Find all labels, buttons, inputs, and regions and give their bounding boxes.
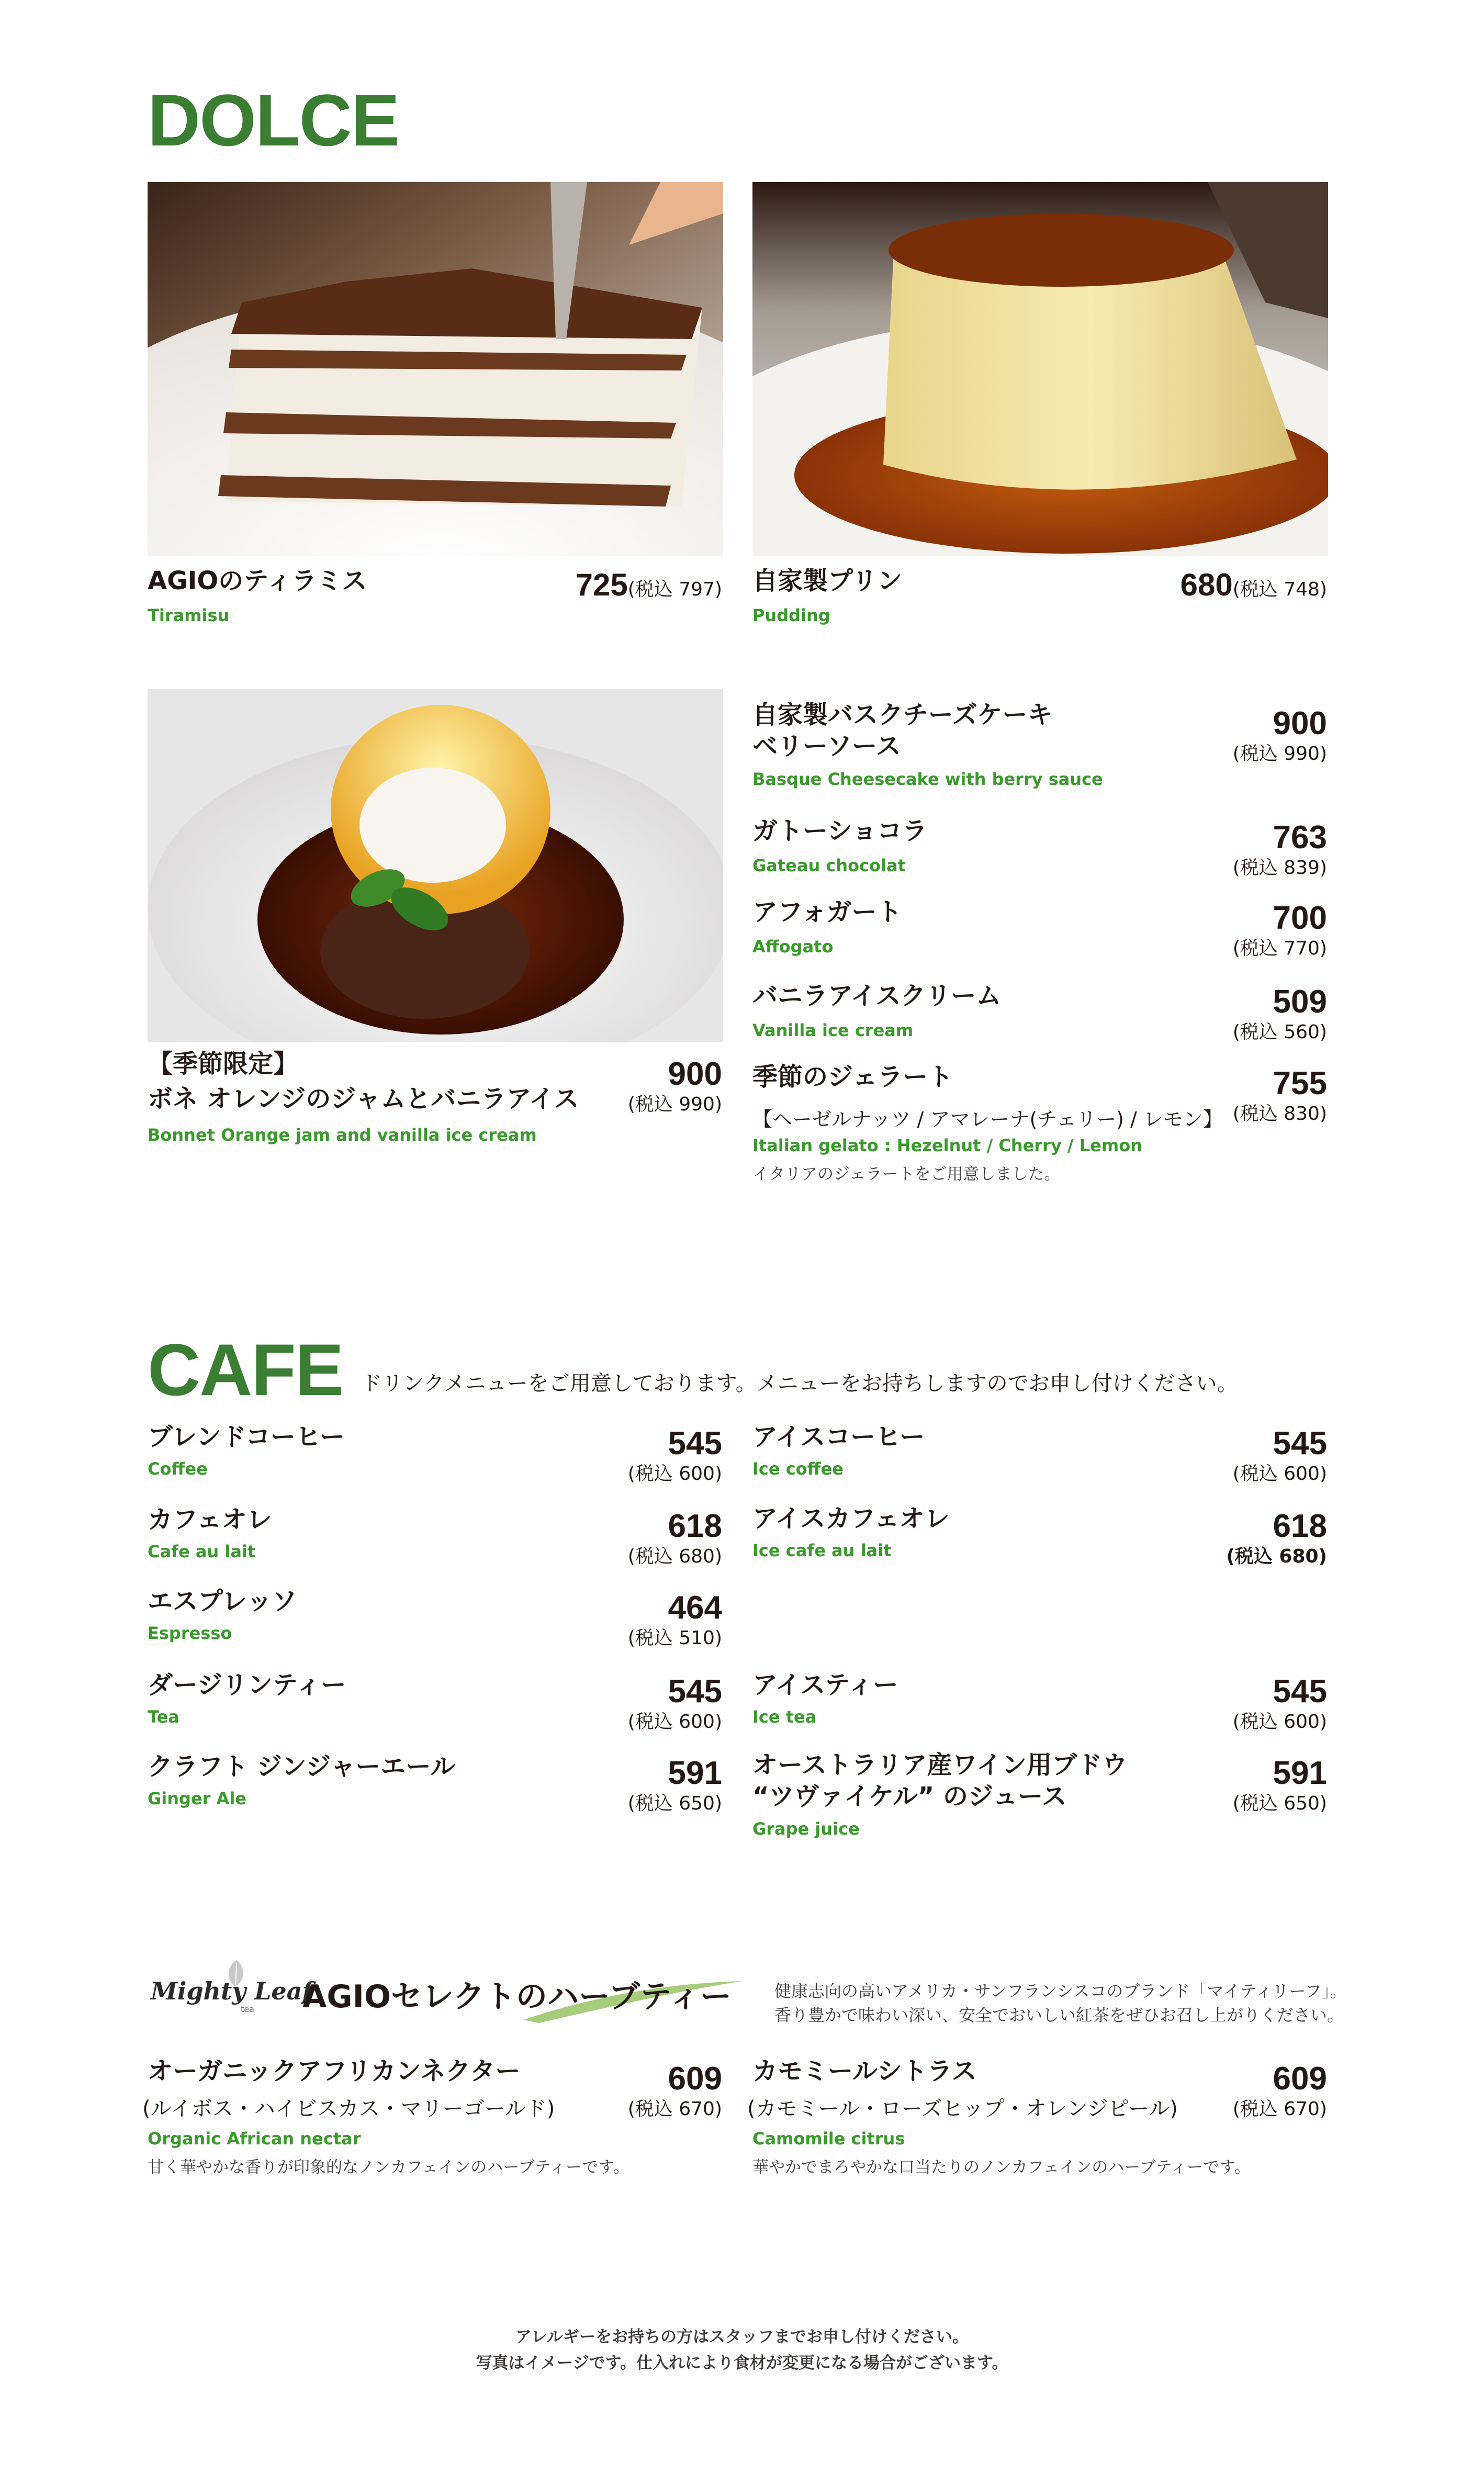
cafe-right-name-3b: “ツヴァイケル” のジュース <box>752 1782 1067 1811</box>
herb-tax-1: (税込 670) <box>1232 2098 1327 2120</box>
cafe-left-name-2: エスプレッソ <box>148 1587 297 1616</box>
herb-tax-0: (税込 670) <box>627 2098 722 2120</box>
gelato-price: 755 <box>1273 1065 1327 1101</box>
herb-en-1: Camomile citrus <box>752 2129 905 2149</box>
cafe-left-tax-4: (税込 650) <box>627 1793 722 1814</box>
tiramisu-name: AGIOのティラミス <box>148 566 367 595</box>
cafe-right-en-0: Ice coffee <box>752 1459 844 1479</box>
gateau-name-en: Gateau chocolat <box>752 856 906 875</box>
cafe-title: CAFE <box>148 1329 343 1411</box>
tiramisu-name-en: Tiramisu <box>148 605 230 625</box>
cafe-right-price-2: 545 <box>1273 1673 1327 1710</box>
cafe-left-name-0: ブレンドコーヒー <box>148 1422 345 1452</box>
gelato-tax: (税込 830) <box>1232 1103 1327 1125</box>
tiramisu-photo <box>148 182 723 556</box>
vanilla-name-en: Vanilla ice cream <box>752 1020 914 1040</box>
seasonal-name: ボネ オレンジのジャムとバニラアイス <box>148 1084 579 1114</box>
affogato-name-en: Affogato <box>752 937 834 957</box>
tiramisu-price: 725 <box>575 567 628 602</box>
tiramisu-price-group <box>523 569 722 601</box>
herb-sub-0: (ルイボス・ハイビスカス・マリーゴールド) <box>142 2097 555 2121</box>
cafe-left-name-3: ダージリンティー <box>148 1670 346 1700</box>
footer-photo-note: 写真はイメージです。仕入れにより食材が変更になる場合がございます。 <box>476 2354 1008 2373</box>
vanilla-tax: (税込 560) <box>1232 1021 1327 1043</box>
herb-price-0: 609 <box>668 2061 722 2097</box>
seasonal-name-en: Bonnet Orange jam and vanilla ice cream <box>148 1125 537 1145</box>
cafe-left-en-0: Coffee <box>148 1459 208 1479</box>
cafe-right-price-3: 591 <box>1273 1755 1327 1791</box>
cafe-left-en-3: Tea <box>148 1707 179 1727</box>
mighty-leaf-word: Mighty Leaf <box>151 1977 313 2005</box>
herb-sub-1: (カモミール・ローズヒップ・オレンジピール) <box>747 2097 1178 2121</box>
herb-en-0: Organic African nectar <box>148 2129 361 2149</box>
seasonal-photo <box>148 689 723 1042</box>
cafe-left-tax-1: (税込 680) <box>627 1546 722 1567</box>
footer-allergy: アレルギーをお持ちの方はスタッフまでお申し付けください。 <box>515 2328 969 2346</box>
cafe-left-price-0: 545 <box>668 1425 722 1462</box>
cafe-left-en-1: Cafe au lait <box>148 1542 256 1561</box>
cafe-left-en-4: Ginger Ale <box>148 1789 246 1808</box>
cafe-left-tax-3: (税込 600) <box>627 1711 722 1733</box>
gelato-name-en: Italian gelato : Hezelnut / Cherry / Lemon <box>752 1136 1142 1155</box>
cafe-left-price-4: 591 <box>668 1755 722 1791</box>
affogato-tax: (税込 770) <box>1232 938 1327 959</box>
herb-note-1: 華やかでまろやかな口当たりのノンカフェインのハーブティーです。 <box>752 2158 1251 2177</box>
seasonal-tax: (税込 990) <box>627 1094 722 1115</box>
cafe-left-price-2: 464 <box>668 1590 722 1626</box>
cafe-right-tax-2: (税込 600) <box>1232 1711 1327 1733</box>
cafe-left-en-2: Espresso <box>148 1623 232 1643</box>
cafe-right-price-1: 618 <box>1273 1508 1327 1544</box>
herb-name-1: カモミールシトラス <box>752 2056 977 2086</box>
cafe-intro: ドリンクメニューをご用意しております。メニューをお持ちしますのでお申し付けください。 <box>361 1372 1238 1396</box>
affogato-name: アフォガート <box>752 897 902 927</box>
basque-price: 900 <box>1273 705 1327 741</box>
cafe-right-name-1: アイスカフェオレ <box>752 1504 950 1533</box>
gelato-note: イタリアのジェラートをご用意しました。 <box>752 1165 1061 1184</box>
gelato-name: 季節のジェラート <box>752 1062 953 1092</box>
herb-desc-1: 健康志向の高いアメリカ・サンフランシスコのブランド「マイティリーフ」。 <box>774 1981 1347 2001</box>
basque-name-en: Basque Cheesecake with berry sauce <box>752 769 1103 789</box>
pudding-name: 自家製プリン <box>752 566 903 595</box>
vanilla-name: バニラアイスクリーム <box>752 981 1002 1010</box>
gateau-tax: (税込 839) <box>1232 857 1327 879</box>
cafe-left-tax-2: (税込 510) <box>627 1627 722 1649</box>
gateau-name: ガトーショコラ <box>752 816 928 846</box>
seasonal-price: 900 <box>668 1056 722 1092</box>
pudding-price: 680 <box>1180 567 1233 602</box>
herb-name-0: オーガニックアフリカンネクター <box>148 2056 521 2086</box>
basque-name-2: ベリーソース <box>752 732 901 761</box>
tiramisu-tax: (税込 797) <box>627 579 722 600</box>
cafe-right-en-1: Ice cafe au lait <box>752 1541 892 1560</box>
cafe-right-name-0: アイスコーヒー <box>752 1422 925 1452</box>
seasonal-label: 【季節限定】 <box>148 1049 299 1078</box>
herb-title: AGIOセレクトのハーブティー <box>302 1979 732 2015</box>
mighty-leaf-small: tea <box>241 2004 254 2014</box>
herb-price-1: 609 <box>1273 2061 1327 2097</box>
cafe-left-name-4: クラフト ジンジャーエール <box>148 1752 456 1781</box>
dolce-title: DOLCE <box>148 79 399 161</box>
pudding-name-en: Pudding <box>752 605 830 625</box>
vanilla-price: 509 <box>1273 984 1327 1020</box>
cafe-right-tax-3: (税込 650) <box>1232 1793 1327 1814</box>
mighty-leaf-logo <box>148 1956 313 2014</box>
basque-name-1: 自家製バスクチーズケーキ <box>752 700 1053 729</box>
pudding-price-group <box>1125 569 1327 601</box>
cafe-right-en-3: Grape juice <box>752 1819 860 1839</box>
cafe-left-price-1: 618 <box>668 1508 722 1544</box>
herb-desc-2: 香り豊かで味わい深い、安全でおいしい紅茶をぜひお召し上がりください。 <box>774 2005 1344 2025</box>
cafe-right-tax-1: (税込 680) <box>1226 1546 1327 1567</box>
cafe-right-name-3: オーストラリア産ワイン用ブドウ <box>752 1750 1128 1780</box>
cafe-left-name-1: カフェオレ <box>148 1505 272 1534</box>
gelato-flavors: 【ヘーゼルナッツ / アマレーナ(チェリー) / レモン】 <box>752 1108 1223 1131</box>
herb-note-0: 甘く華やかな香りが印象的なノンカフェインのハーブティーです。 <box>148 2158 629 2177</box>
gateau-price: 763 <box>1273 819 1327 856</box>
pudding-tax: (税込 748) <box>1232 579 1327 600</box>
pudding-photo <box>752 182 1328 556</box>
cafe-right-price-0: 545 <box>1273 1425 1327 1462</box>
cafe-right-tax-0: (税込 600) <box>1232 1463 1327 1485</box>
affogato-price: 700 <box>1273 900 1327 936</box>
cafe-left-price-3: 545 <box>668 1673 722 1710</box>
cafe-right-name-2: アイスティー <box>752 1670 898 1700</box>
cafe-right-en-2: Ice tea <box>752 1707 817 1727</box>
cafe-left-tax-0: (税込 600) <box>627 1463 722 1485</box>
basque-tax: (税込 990) <box>1232 743 1327 765</box>
